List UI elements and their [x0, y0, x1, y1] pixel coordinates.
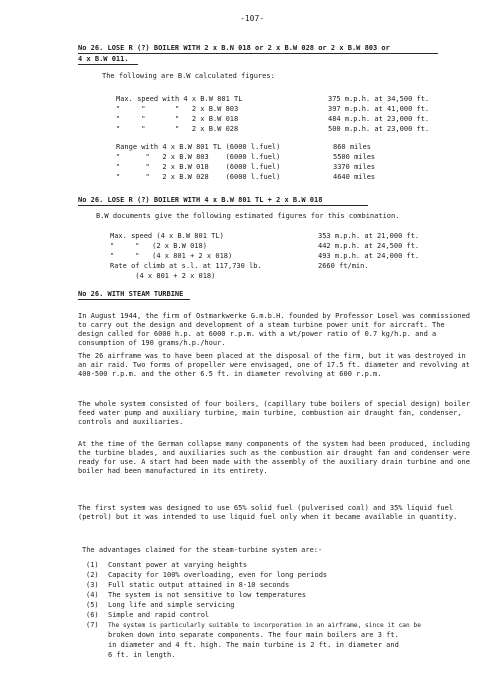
list-item-number: (5) — [86, 601, 99, 609]
speed-row-label: " " " 2 x B.W 018 — [116, 115, 239, 123]
section-a-heading-underline-2 — [78, 64, 138, 65]
section-a-heading-underline — [78, 53, 438, 54]
range-row-label: " " 2 x B.W 028 (6000 l.fuel) — [116, 173, 281, 181]
paragraph: The first system was designed to use 65% solid fuel (pulverised coal) and 35% liquid fuel (petrol) but it was intended to use liquid fuel only when it became available in quantity. — [78, 504, 458, 521]
paragraph: The whole system consisted of four boilers, (capillary tube boilers of special design) boiler feed water pump and auxiliary turbine, main turbine, combustion air draught fan, condenser, controls and auxiliaries. — [78, 400, 470, 426]
speed-row-label: Max. speed with 4 x B.W 801 TL — [116, 95, 243, 103]
paragraph: The 26 airframe was to have been placed at the disposal of the firm, but it was destroyed in an air raid. Two forms of propeller were envisaged, one of 17.5 ft. diameter and revolving at 400-500 r.p.m. and the other 6.5 ft. in diameter revolving at 600 r.p.m. — [78, 352, 470, 378]
list-item-text: Constant power at varying heights — [108, 561, 248, 569]
combination-row-label: " " (2 x B.W 018) — [110, 242, 207, 250]
combination-row-label: " " (4 x 801 + 2 x 018) — [110, 252, 233, 260]
list-item-text: Full static output attained in 8-10 seconds — [108, 581, 290, 589]
range-row-label: " " 2 x B.W 018 (6000 l.fuel) — [116, 163, 281, 171]
speed-row-value: 500 m.p.h. at 23,000 ft. — [328, 125, 430, 133]
list-item-number: (2) — [86, 571, 99, 579]
paragraph: At the time of the German collapse many components of the system had been produced, including the turbine blades, and auxiliaries such as the combustion air draught fan and condenser were ready for use. A start had been made with the assembly of the auxiliary drain turbine and one boiler had been manufactured in its entirety. — [78, 440, 470, 475]
range-row-value: 4640 miles — [333, 173, 376, 181]
list-item-number: (7) — [86, 621, 99, 629]
list-item-text: 6 ft. in length. — [108, 651, 176, 659]
combination-row-label: Max. speed (4 x B.W 801 TL) — [110, 232, 224, 240]
paragraph: In August 1944, the firm of Ostmarkwerke G.m.b.H. founded by Professor Losel was commissioned to carry out the design and development of a steam turbine power unit for aircraft. The design called for 6000 h.p. at 6000 r.p.m. with a wt/power ratio of 0.7 kg/h.p. and a consumption of 190 grams/h.p./hour. — [78, 312, 470, 347]
list-item-text: in diameter and 4 ft. high. The main turbine is 2 ft. in diameter and — [108, 641, 399, 649]
list-item-text: broken down into separate components. The four main boilers are 3 ft. — [108, 631, 399, 639]
section-b-heading-underline — [78, 205, 368, 206]
list-item-text: Capacity for 100% overloading, even for long periods — [108, 571, 328, 579]
list-item-text: The system is particularly suitable to incorporation in an airframe, since it can be — [108, 622, 421, 629]
range-row-label: Range with 4 x B.W 801 TL (6000 l.fuel) — [116, 143, 281, 151]
combination-row-label: (4 x 801 + 2 x 018) — [110, 272, 216, 280]
section-a-heading-line2: 4 x B.W 011. — [78, 55, 129, 63]
list-item-number: (3) — [86, 581, 99, 589]
combination-row-value: 493 m.p.h. at 24,000 ft. — [318, 252, 420, 260]
section-a-intro: The following are B.W calculated figures: — [102, 72, 275, 80]
range-row-value: 860 miles — [333, 143, 371, 151]
speed-row-value: 484 m.p.h. at 23,000 ft. — [328, 115, 430, 123]
section-c-heading-underline — [78, 299, 190, 300]
section-b-intro: B.W documents give the following estimated figures for this combination. — [96, 212, 400, 220]
speed-row-label: " " " 2 x B.W 803 — [116, 105, 239, 113]
range-row-label: " " 2 x B.W 803 (6000 l.fuel) — [116, 153, 281, 161]
list-item-number: (1) — [86, 561, 99, 569]
combination-row-value: 2660 ft/min. — [318, 262, 369, 270]
section-a-heading-line1: No 26. LOSE R (?) BOILER WITH 2 x B.N 018 or 2 x B.W 028 or 2 x B.W 803 or — [78, 44, 390, 52]
combination-row-label: Rate of climb at s.l. at 117,730 lb. — [110, 262, 262, 270]
combination-row-value: 442 m.p.h. at 24,500 ft. — [318, 242, 420, 250]
page-number: -107- — [240, 14, 265, 23]
advantages-intro: The advantages claimed for the steam-turbine system are:- — [82, 546, 323, 554]
list-item-number: (4) — [86, 591, 99, 599]
speed-row-value: 375 m.p.h. at 34,500 ft. — [328, 95, 430, 103]
range-row-value: 3370 miles — [333, 163, 376, 171]
speed-row-label: " " " 2 x B.W 028 — [116, 125, 239, 133]
combination-row-value: 353 m.p.h. at 21,000 ft. — [318, 232, 420, 240]
section-b-heading: No 26. LOSE R (?) BOILER WITH 4 x B.W 801 TL + 2 x B.W 018 — [78, 196, 323, 204]
list-item-number: (6) — [86, 611, 99, 619]
section-c-heading: No 26. WITH STEAM TURBINE — [78, 290, 184, 298]
range-row-value: 5500 miles — [333, 153, 376, 161]
list-item-text: The system is not sensitive to low temperatures — [108, 591, 307, 599]
list-item-text: Long life and simple servicing — [108, 601, 235, 609]
speed-row-value: 397 m.p.h. at 41,000 ft. — [328, 105, 430, 113]
list-item-text: Simple and rapid control — [108, 611, 210, 619]
